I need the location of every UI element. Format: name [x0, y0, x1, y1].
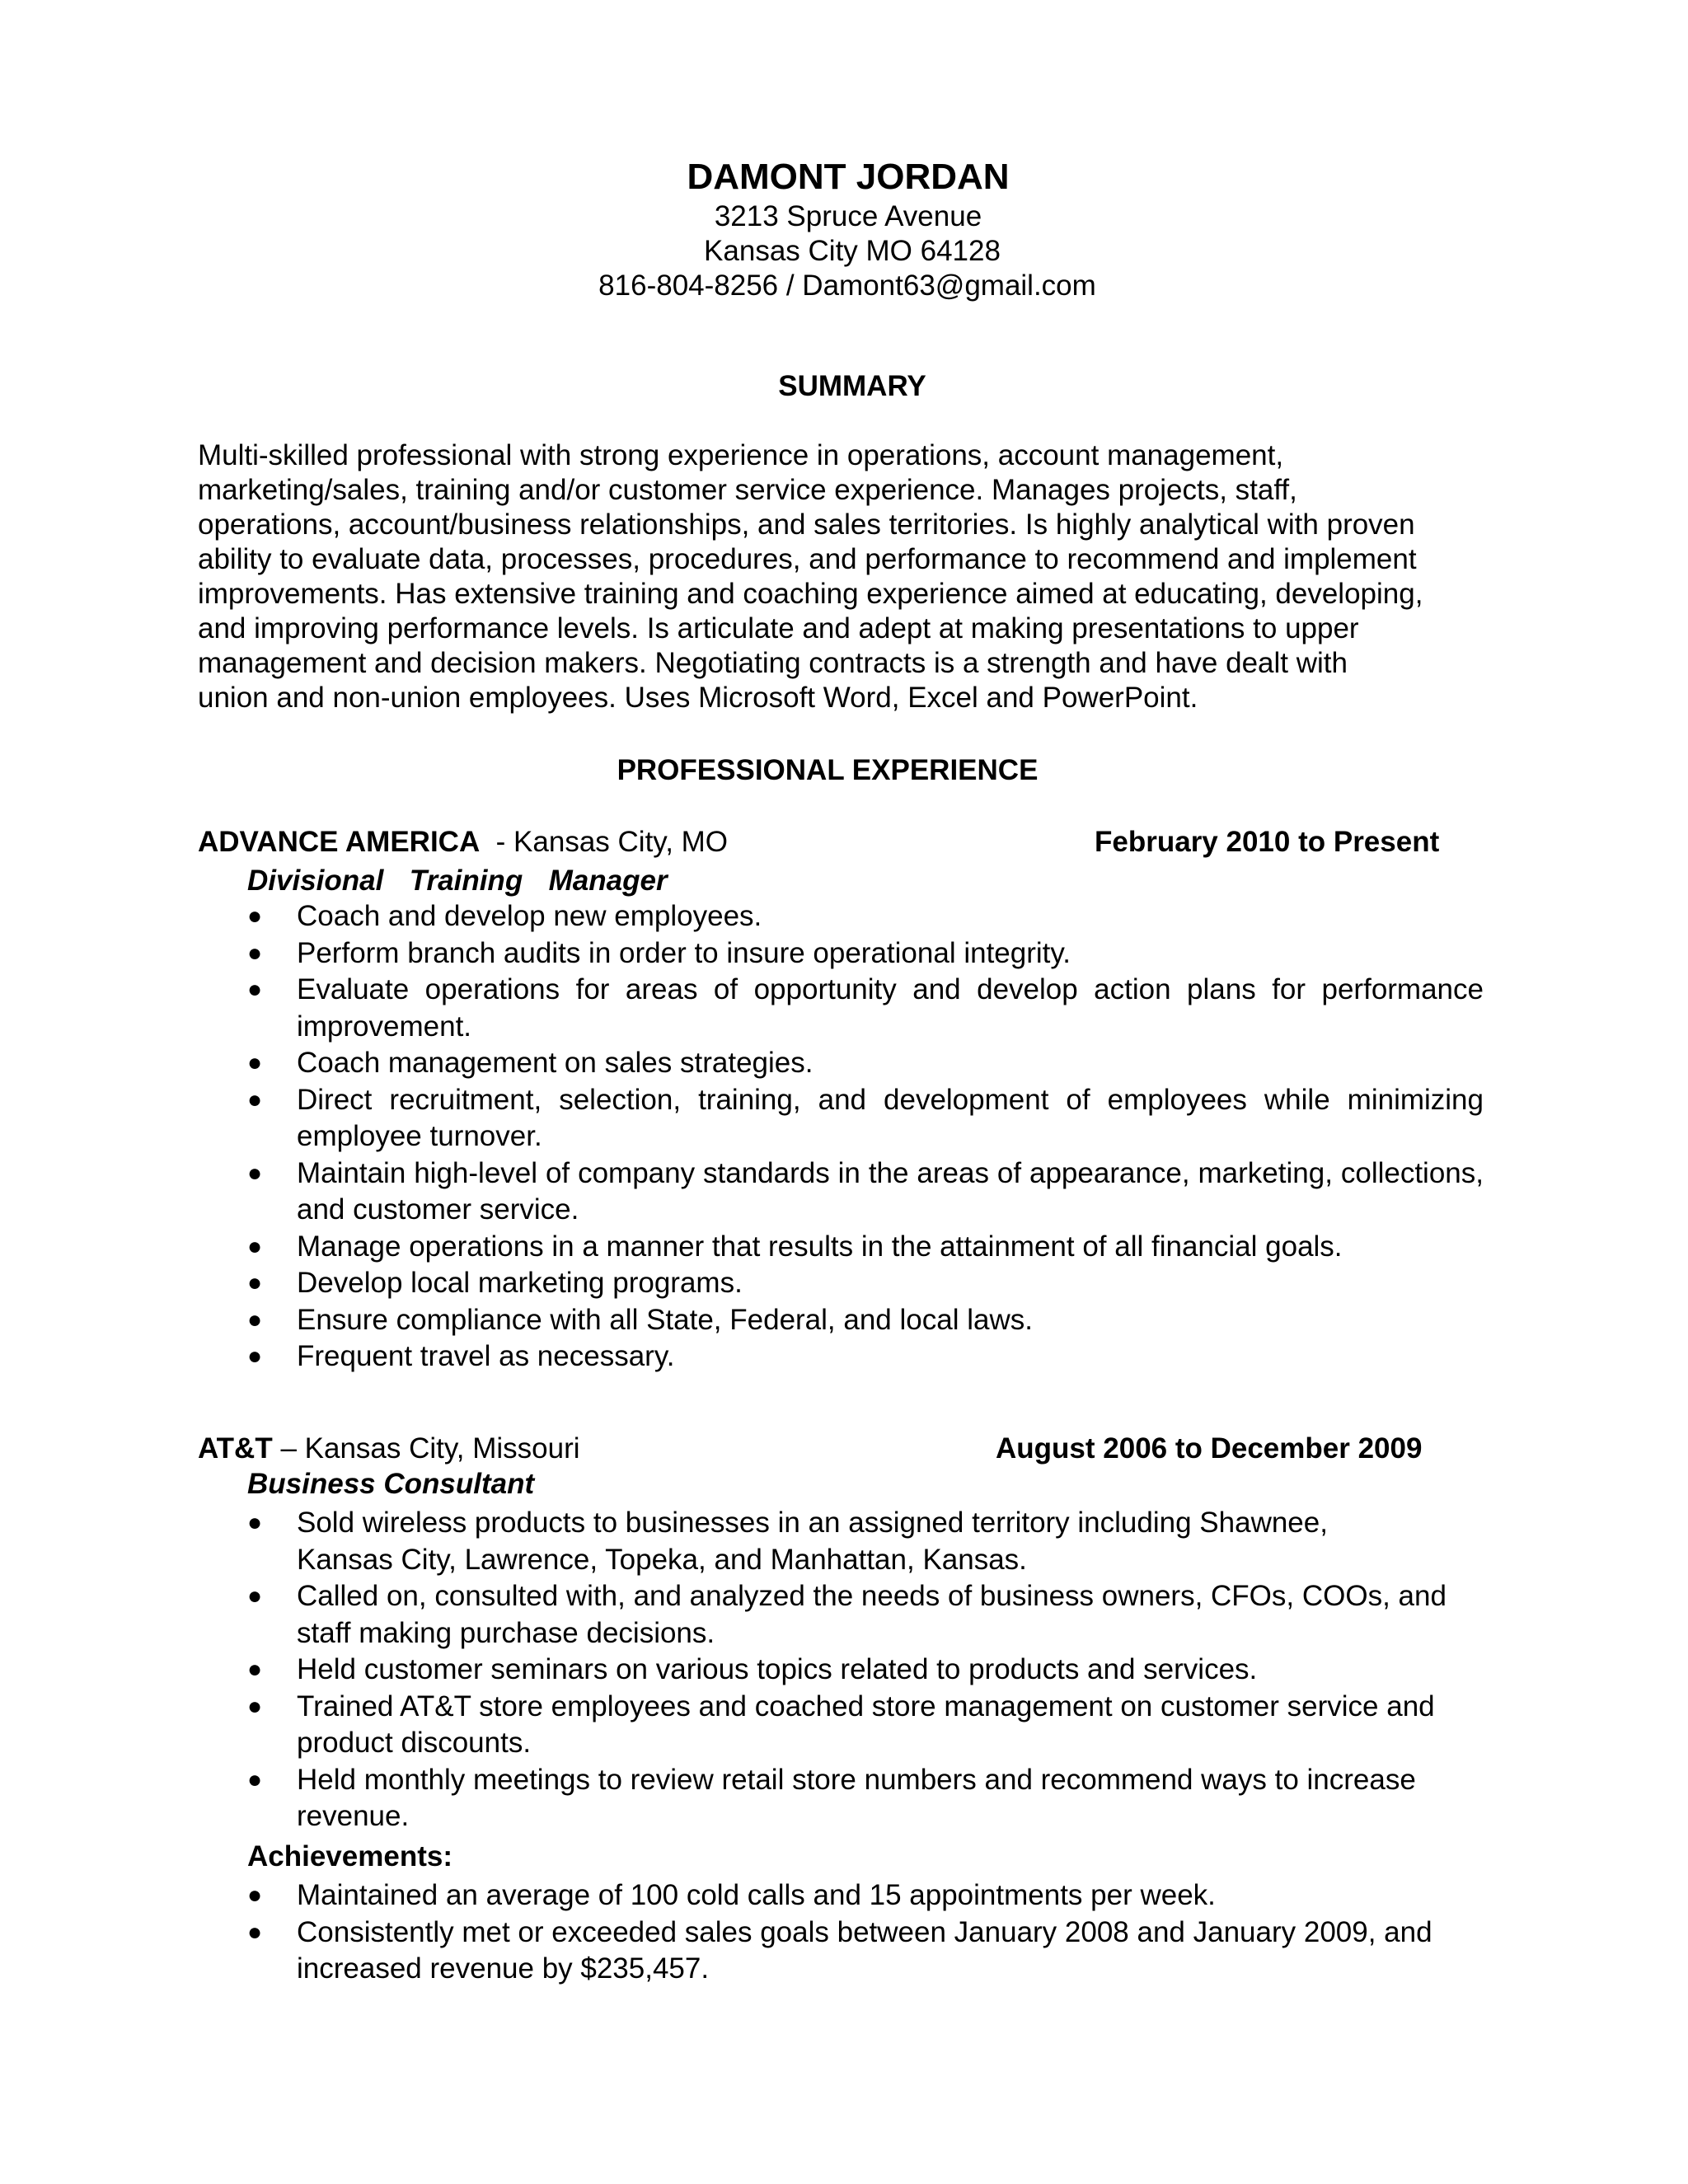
- job-header: [198, 824, 1484, 860]
- list-item: [247, 1877, 1484, 1915]
- bullet-icon: ●: [247, 1509, 263, 1536]
- summary-line: marketing/sales, training and/or customer service experience. Manages projects, staff,: [198, 474, 1297, 506]
- summary-text: [198, 438, 1484, 715]
- job-title: Divisional Training Manager: [247, 865, 668, 897]
- list-item: [247, 1689, 1484, 1762]
- list-item: [247, 1045, 1484, 1082]
- contact-line: 816-804-8256 / Damont63@gmail.com: [598, 269, 1096, 302]
- address-line-1: 3213 Spruce Avenue: [714, 200, 982, 232]
- bullet-icon: ●: [247, 1656, 263, 1683]
- summary-line: Multi-skilled professional with strong experience in operations, account management,: [198, 439, 1284, 471]
- bullet-icon: ●: [247, 976, 263, 1003]
- experience-heading: PROFESSIONAL EXPERIENCE: [617, 754, 1039, 786]
- bullet-icon: ●: [247, 1232, 263, 1260]
- job-title: Business Consultant: [247, 1468, 535, 1500]
- list-item-text: Held customer seminars on various topics related to products and services.: [297, 1653, 1258, 1685]
- list-item-text: Ensure compliance with all State, Federal, and local laws.: [297, 1303, 1033, 1336]
- job-duties-list: [247, 1505, 1484, 1835]
- list-item: [247, 1082, 1484, 1155]
- list-item-text: Frequent travel as necessary.: [297, 1340, 675, 1372]
- list-item-text: Held monthly meetings to review retail store numbers and recommend ways to increase revenue.: [297, 1763, 1416, 1832]
- summary-line: management and decision makers. Negotiating contracts is a strength and have dealt with: [198, 647, 1348, 679]
- job-header: [198, 1431, 1484, 1467]
- resume-header: [0, 155, 1688, 303]
- job-duties-list: [247, 898, 1484, 1376]
- summary-line: improvements. Has extensive training and coaching experience aimed at educating, developing,: [198, 578, 1423, 610]
- list-item-text: Maintained an average of 100 cold calls and 15 appointments per week.: [297, 1879, 1216, 1911]
- achievements-label: Achievements:: [247, 1840, 452, 1872]
- address-line-2: Kansas City MO 64128: [704, 235, 1001, 267]
- list-item-text: Evaluate operations for areas of opportunity and develop action plans for performance improvement.: [297, 973, 1484, 1043]
- summary-line: operations, account/business relationships, and sales territories. Is highly analytical with proven: [198, 509, 1415, 541]
- summary-heading: SUMMARY: [778, 370, 926, 402]
- list-item: [247, 1505, 1484, 1578]
- list-item: [247, 1155, 1484, 1229]
- list-item: [247, 1915, 1484, 1988]
- list-item-text: Sold wireless products to businesses in an assigned territory including Shawnee, Kansas City, Lawrence, Topeka, and Manhattan, Kansas.: [297, 1507, 1328, 1576]
- list-item-text: Consistently met or exceeded sales goals between January 2008 and January 2009, and increased revenue by $235,457.: [297, 1915, 1432, 1985]
- list-item-text: Develop local marketing programs.: [297, 1267, 743, 1299]
- list-item-text: Maintain high-level of company standards in the areas of appearance, marketing, collections, and customer service.: [297, 1156, 1484, 1226]
- summary-line: ability to evaluate data, processes, procedures, and performance to recommend and implement: [198, 543, 1417, 575]
- list-item: [247, 1302, 1484, 1339]
- list-item-text: Manage operations in a manner that results in the attainment of all financial goals.: [297, 1230, 1343, 1263]
- company-location: - Kansas City, MO: [480, 826, 729, 858]
- list-item: [247, 1762, 1484, 1835]
- company-name: AT&T: [198, 1432, 273, 1465]
- list-item-text: Trained AT&T store employees and coached store management on customer service and product discounts.: [297, 1690, 1435, 1759]
- list-item: [247, 1578, 1484, 1652]
- summary-line: and improving performance levels. Is articulate and adept at making presentations to upper: [198, 612, 1359, 644]
- bullet-icon: ●: [247, 1692, 263, 1720]
- bullet-icon: ●: [247, 1882, 263, 1909]
- list-item-text: Direct recruitment, selection, training, and development of employees while minimizing employee turnover.: [297, 1083, 1484, 1152]
- job-dates: August 2006 to December 2009: [996, 1432, 1423, 1465]
- list-item: [247, 1265, 1484, 1302]
- bullet-icon: ●: [247, 1918, 263, 1946]
- candidate-name: DAMONT JORDAN: [687, 157, 1010, 197]
- bullet-icon: ●: [247, 1305, 263, 1333]
- list-item: [247, 898, 1484, 935]
- list-item-text: Coach and develop new employees.: [297, 900, 762, 932]
- bullet-icon: ●: [247, 1159, 263, 1187]
- bullet-icon: ●: [247, 939, 263, 967]
- list-item-text: Called on, consulted with, and analyzed the needs of business owners, CFOs, COOs, and staff making purchase decisions.: [297, 1580, 1447, 1649]
- achievements-list: [247, 1877, 1484, 1988]
- job-dates: February 2010 to Present: [1095, 826, 1440, 858]
- summary-line: union and non-union employees. Uses Microsoft Word, Excel and PowerPoint.: [198, 682, 1198, 714]
- bullet-icon: ●: [247, 1765, 263, 1793]
- company-name: ADVANCE AMERICA: [198, 826, 481, 858]
- list-item-text: Perform branch audits in order to insure operational integrity.: [297, 936, 1071, 969]
- bullet-icon: ●: [247, 1085, 263, 1113]
- list-item: [247, 972, 1484, 1045]
- bullet-icon: ●: [247, 1269, 263, 1296]
- list-item-text: Coach management on sales strategies.: [297, 1047, 814, 1079]
- list-item: [247, 1229, 1484, 1266]
- bullet-icon: ●: [247, 1582, 263, 1610]
- bullet-icon: ●: [247, 1343, 263, 1370]
- list-item: [247, 1338, 1484, 1376]
- list-item: [247, 935, 1484, 972]
- bullet-icon: ●: [247, 902, 263, 930]
- company-location: – Kansas City, Missouri: [272, 1432, 580, 1465]
- list-item: [247, 1652, 1484, 1689]
- bullet-icon: ●: [247, 1049, 263, 1076]
